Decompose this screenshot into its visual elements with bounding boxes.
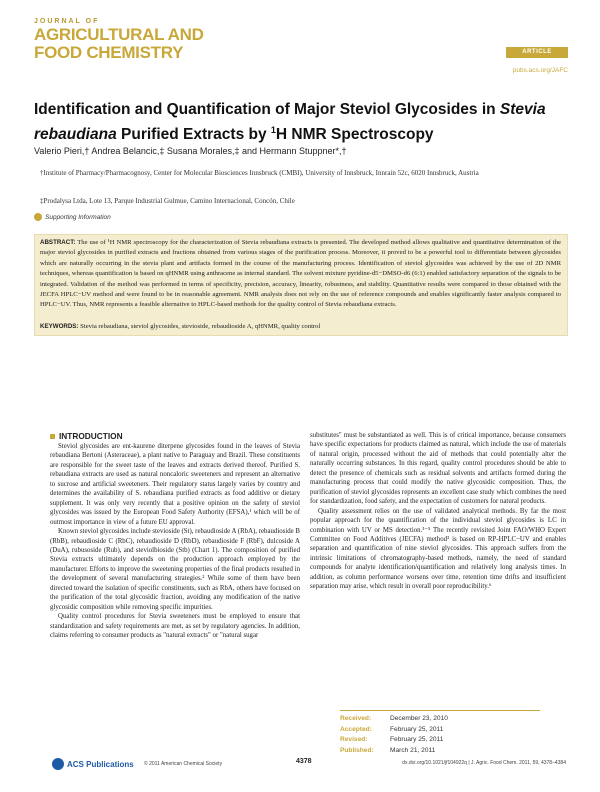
affiliation-2: ‡Prodalysa Ltda, Lote 13, Parque Industrial Gulmue, Camino Internacional, Concón, Chile xyxy=(40,197,295,205)
title-part2: Purified Extracts by xyxy=(116,126,271,144)
supporting-info-label: Supporting Information xyxy=(45,213,111,221)
intro-right-column xyxy=(310,431,566,592)
author-list: Valerio Pieri,† Andrea Belancic,‡ Susana Morales,‡ and Hermann Stuppner*,† xyxy=(34,146,347,156)
title-part3: H NMR Spectroscopy xyxy=(275,126,434,144)
section-square-icon xyxy=(50,434,55,439)
date-row-received xyxy=(340,714,540,725)
title-part1: Identification and Quantification of Major Steviol Glycosides in xyxy=(34,101,500,118)
abstract xyxy=(40,238,561,311)
acs-logo-icon xyxy=(52,758,64,770)
intro-left-column xyxy=(50,442,300,641)
date-label: Revised: xyxy=(340,736,368,744)
intro-paragraph: Quality assessment relies on the use of validated analytical methods. By far the most popular approach for the quantification of the individual steviol glycosides is LC in combination with UV or MS detection.³⁻⁵ The recently revisited Joint FAO/WHO Expert Committee on Food Additives (JECFA) method³ is based on RP-HPLC−UV and enables separation and quantification of nine steviol glycosides. This approach suffers from the intrinsic limitations of chromatography-based methods, namely, the need of standard compounds for analyte identification/quantification and relatively long analysis times. In addition, as column performance worsens over time, retention time drifts and insufficient separation may arise, which result in overall poor reproducibility.⁶ xyxy=(310,507,566,591)
intro-paragraph: Known steviol glycosides include stevioside (St), rebaudioside A (RbA), rebaudioside B (RbB), rebaudioside C (RbC), rebaudioside D (RbD), rebaudioside F (RbF), dulcoside A (DuA), rubusoside (Rub), and steviolbioside (Stb) (Chart 1). The composition of purified Stevia extracts ultimately depends on the production approach employed by the manufacturer. Efforts to improve the sweetening properties of the final products resulted in the development of several manufacturing strategies.² While some of them have been directed toward the isolation of specific constituents, such as RbA, others have focused on the purification of the total glycosidic fraction, avoiding any modification of the native glycosidic composition while removing specific impurities. xyxy=(50,528,300,611)
abstract-label: ABSTRACT: xyxy=(40,239,76,246)
doi-citation[interactable]: dx.doi.org/10.1021/jf104922q | J. Agric. Food Chem. 2011, 59, 4378–4384 xyxy=(402,760,566,766)
date-row-published xyxy=(340,746,540,757)
intro-paragraph: Steviol glycosides are ent-kaurene diterpene glycosides found in the leaves of Stevia rebaudiana Bertoni (Asteraceae), a plant native to Paraguay and Brazil. These constituents are responsible for the sweet taste of the leaves and extracts derived thereof. Purified S. rebaudiana extracts are used as natural noncaloric sweeteners and represent an alternative to sucrose and artificial sweeteners. Their regulatory status largely varies by country and determines the availability of S. rebaudiana purified extracts as food additive or dietary supplement. It was only very recently that a positive opinion on the safety of steviol glycosides was issued by the European Food Safety Authority (EFSA),¹ which will be of outmost importance in view of a future EU approval. xyxy=(50,443,300,526)
supporting-info-icon xyxy=(34,213,42,221)
article-badge: ARTICLE xyxy=(506,47,568,58)
date-row-revised xyxy=(340,735,540,746)
title-italic: Stevia rebaudiana xyxy=(34,101,546,144)
article-title xyxy=(34,100,574,145)
date-value: February 25, 2011 xyxy=(390,725,444,733)
date-label: Accepted: xyxy=(340,725,372,733)
date-value: February 25, 2011 xyxy=(390,736,444,744)
affiliation-1: †Institute of Pharmacy/Pharmacognosy, Center for Molecular Biosciences Innsbruck (CMBI), University of Innsbruck, Innrain 52c, 6020 Innsbruck, Austria xyxy=(40,169,479,177)
keywords-label: KEYWORDS: xyxy=(40,323,79,330)
title-sup: 1 xyxy=(270,125,276,135)
copyright-notice: © 2011 American Chemical Society xyxy=(144,761,223,767)
journal-url-link[interactable]: pubs.acs.org/JAFC xyxy=(512,67,568,74)
journal-title-line2: FOOD CHEMISTRY xyxy=(34,43,184,62)
journal-of-label: JOURNAL OF xyxy=(34,18,100,25)
keywords-body: Stevia rebaudiana, steviol glycosides, stevioside, rebaudioside A, qHNMR, quality control xyxy=(80,323,321,330)
date-label: Published: xyxy=(340,746,374,754)
date-value: December 23, 2010 xyxy=(390,715,448,722)
keywords xyxy=(40,322,561,332)
publication-dates xyxy=(340,710,540,756)
intro-heading-label: INTRODUCTION xyxy=(59,431,123,441)
supporting-info-link[interactable] xyxy=(34,213,111,221)
date-value: March 21, 2011 xyxy=(390,746,436,754)
intro-heading xyxy=(50,431,123,441)
intro-paragraph: substitutes" must be substantiated as well. This is of critical importance, because consumers have specific expectations for products claimed as natural, which include the use of materials of natural origin, processed without the aid of methods that could potentially alter the naturally occurring substances. In this regard, quality control procedures should be able to detect the presence of chemicals such as residual solvents and artifacts formed during the manufacturing process that could modify the native glycosidic composition. Thus, the purification of steviol glycosides represents an excellent case study which combines the need for standardization, food safety, and the expectation of customers for natural products. xyxy=(310,432,566,506)
intro-paragraph: Quality control procedures for Stevia sweeteners must be employed to ensure that standardization and safety requirements are met, as set by regulatory agencies. In addition, claims referring to consumer products as "natural extracts" or "natural sugar xyxy=(50,613,300,640)
journal-title-line1: AGRICULTURAL AND xyxy=(34,25,204,44)
date-label: Received: xyxy=(340,715,372,722)
acs-logo-text: ACS Publications xyxy=(67,759,134,769)
page-number: 4378 xyxy=(296,758,312,765)
date-row-accepted xyxy=(340,725,540,736)
abstract-body: The use of ¹H NMR spectroscopy for the characterization of Stevia rebaudiana extracts is presented. The developed method allows qualitative and quantitative determination of the major steviol glycosides in purified extracts and fractions obtained from various stages of the purification process. Moreover, it proved to be a powerful tool to differentiate between glycosides which are naturally occurring in the stevia plant and artifacts formed in the course of the manufacturing process. Identification of steviol glycosides was achieved by the use of 2D NMR techniques, whereas quantification is based on qHNMR using anthracene as internal standard. The solvent mixture pyridine-d5−DMSO-d6 (6:1) enabled satisfactory separation of the signals to be integrated. Validation of the method was performed in terms of specificity, precision, accuracy, linearity, robustness, and stability. Quantitative results were compared to those obtained with the JECFA HPLC−UV method and were found to be in reasonable agreement. NMR analysis does not rely on the use of reference compounds and enables significantly faster analysis compared to HPLC−UV. Thus, NMR represents a feasible alternative to HPLC-based methods for the quality control of Stevia rebaudiana extracts. xyxy=(40,239,561,309)
acs-publications-logo[interactable] xyxy=(52,758,134,770)
